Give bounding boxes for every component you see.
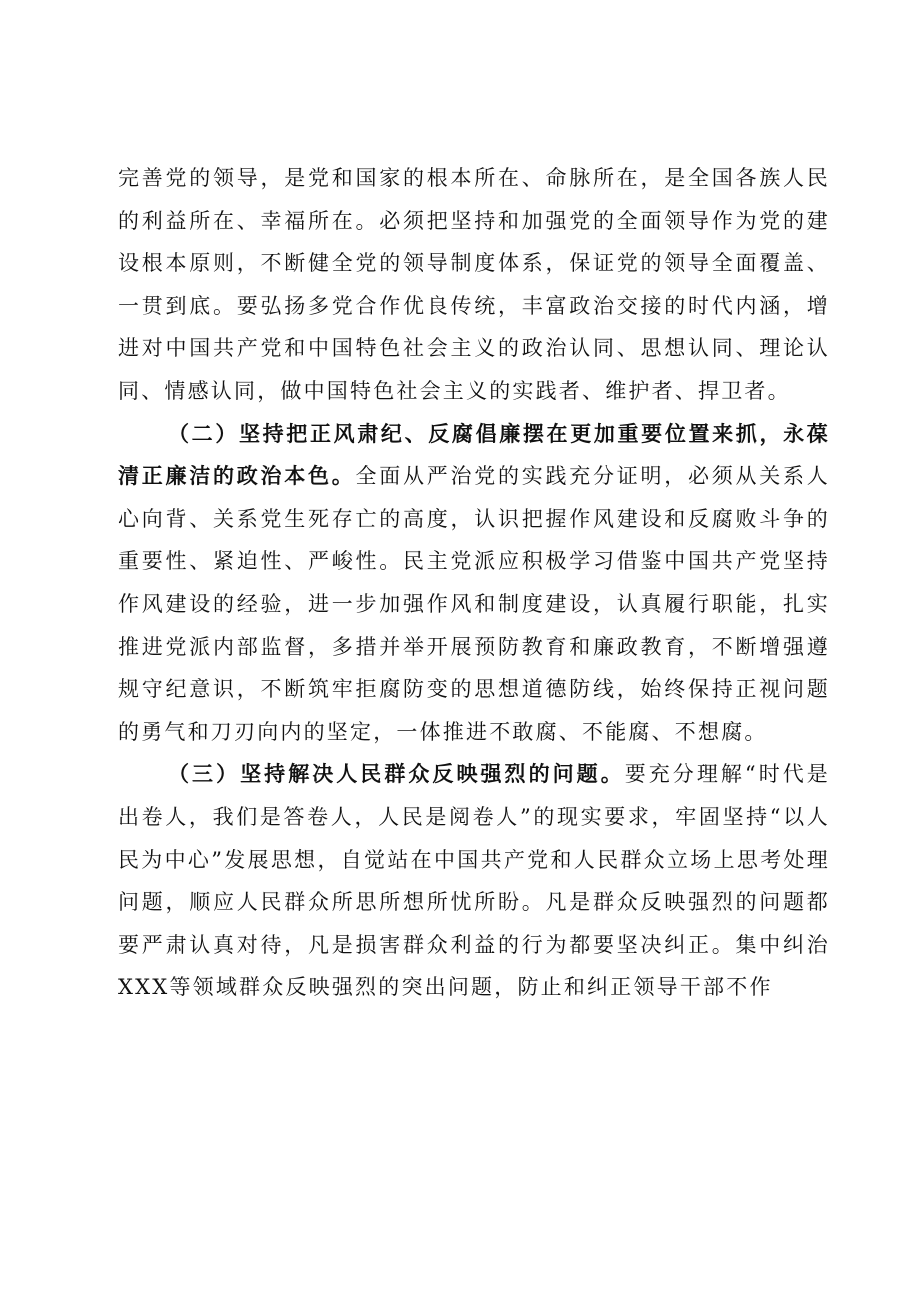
paragraph-1-text: 完善党的领导，是党和国家的根本所在、命脉所在，是全国各族人民的利益所在、幸福所在。必须把坚持和加强党的全面领导作为党的建设根本原则，不断健全党的领导制度体系，保证党的领导全面覆盖、一贯到底。要弘扬多党合作优良传统，丰富政治交接的时代内涵，增进对中国共产党和中国特色社会主义的政治认同、思想认同、理论认同、情感认同，做中国特色社会主义的实践者、维护者、捍卫者。 <box>118 166 830 403</box>
paragraph-1 <box>118 157 830 413</box>
paragraph-3-heading: （三）坚持解决人民群众反映强烈的问题。 <box>168 762 625 787</box>
paragraph-2-heading: （二）坚持把正风肃纪、反腐倡廉摆在更加重要位置来抓，永葆清正廉洁的政治本色。 <box>118 421 830 489</box>
paragraph-2-text: 全面从严治党的实践充分证明，必须从关系人心向背、关系党生死存亡的高度，认识把握作风建设和反腐败斗争的重要性、紧迫性、严峻性。民主党派应积极学习借鉴中国共产党坚持作风建设的经验，进一步加强作风和制度建设，认真履行职能，扎实推进党派内部监督，多措并举开展预防教育和廉政教育，不断增强遵规守纪意识，不断筑牢拒腐防变的思想道德防线，始终保持正视问题的勇气和刀刃向内的坚定，一体推进不敢腐、不能腐、不想腐。 <box>118 464 831 744</box>
paragraph-2 <box>118 413 830 754</box>
paragraph-3-text: 要充分理解“时代是出卷人，我们是答卷人，人民是阅卷人”的现实要求，牢固坚持“以人民为中心”发展思想，自觉站在中国共产党和人民群众立场上思考处理问题，顺应人民群众所思所想所忧所盼。凡是群众反映强烈的问题都要严肃认真对待，凡是损害群众利益的行为都要坚决纠正。集中纠治XXX等领域群众反映强烈的突出问题，防止和纠正领导干部不作 <box>118 762 830 1000</box>
document-body <box>118 157 830 1009</box>
paragraph-3 <box>118 753 830 1009</box>
